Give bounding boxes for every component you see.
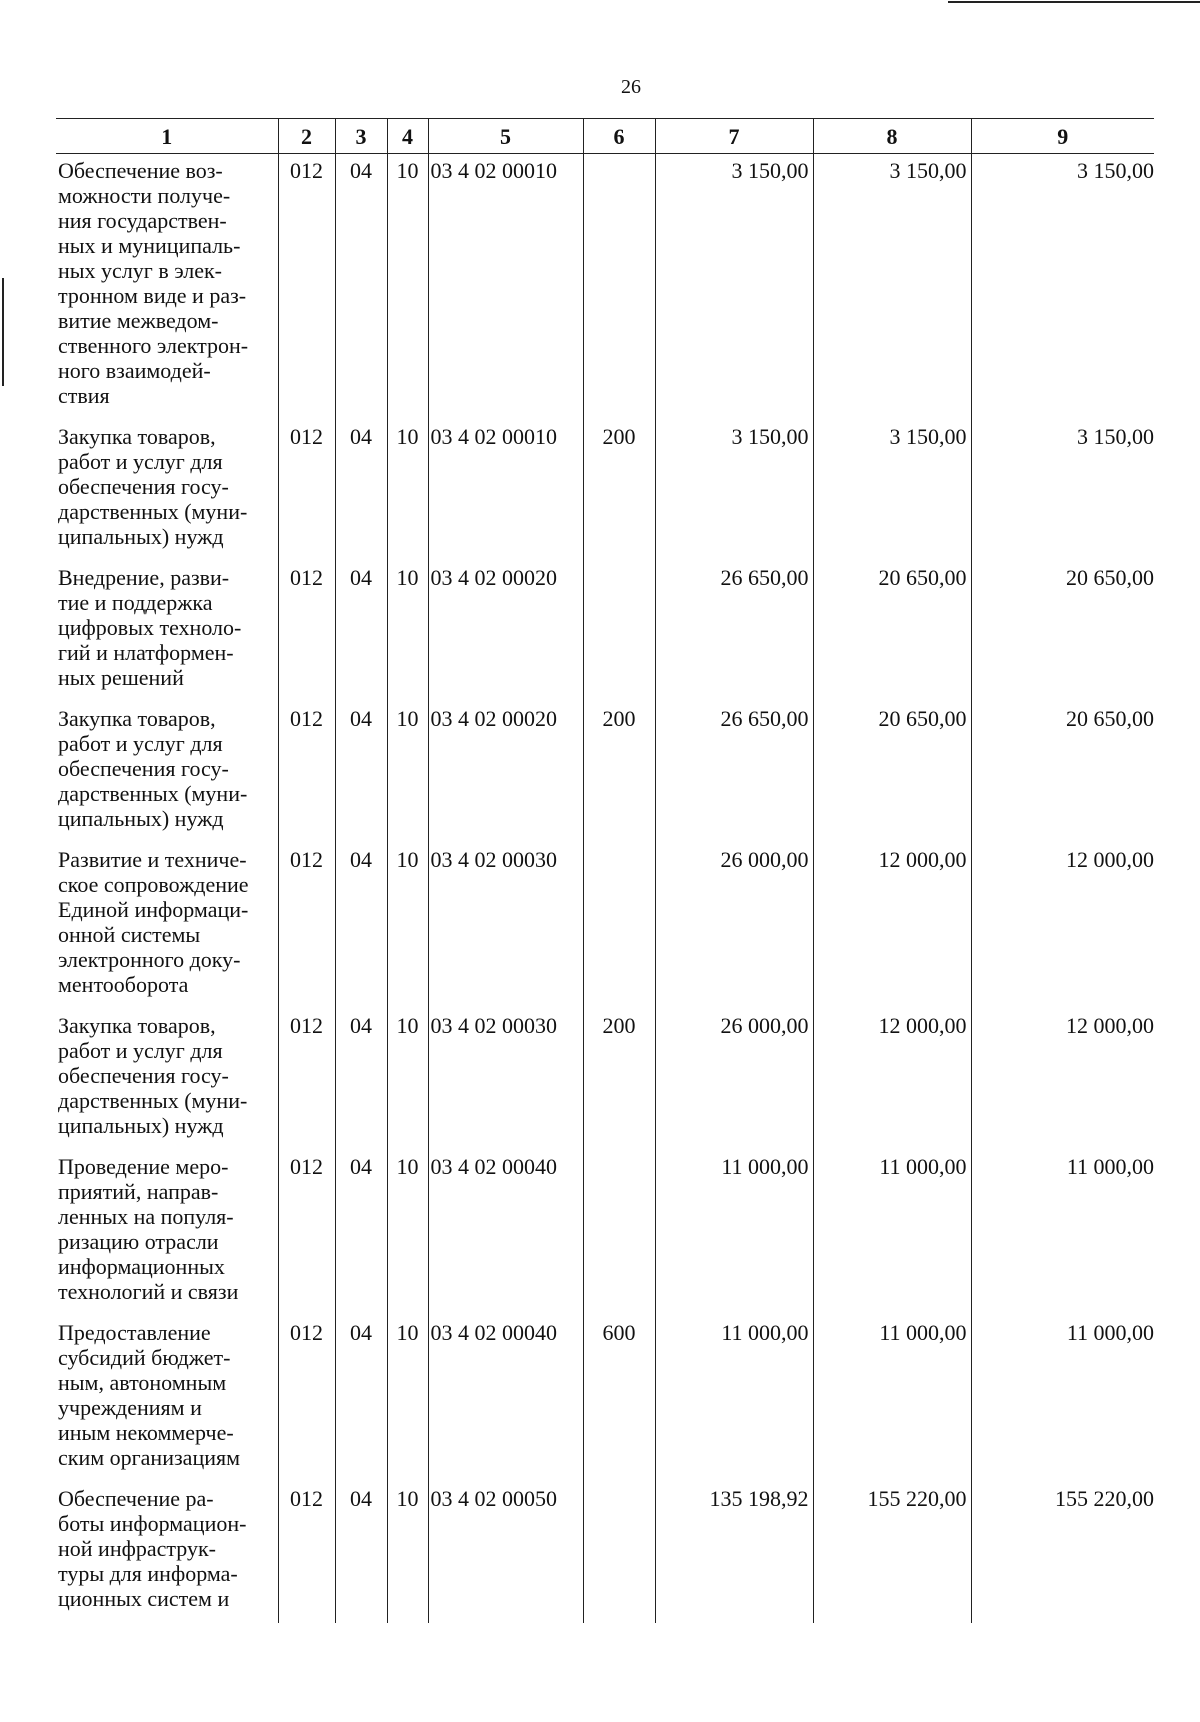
row-description: Закупка товаров, работ и услуг для обеспечения госу- дарственных (муни- ципальных) нужд: [58, 424, 248, 549]
header-col-7: 7: [655, 119, 813, 154]
row-description: Обеспечение воз- можности получе- ния государствен- ных и муниципаль- ных услуг в элек- тронном виде и раз- витие межведом- ственного электрон- ного взаимодей- ствия: [58, 158, 249, 408]
table-row: [56, 843, 1154, 1009]
cell-col-9: 3 150,00: [971, 420, 1154, 561]
page-number: 26: [621, 76, 641, 98]
cell-col-7: 11 000,00: [655, 1316, 813, 1482]
cell-col-2: 012: [278, 702, 335, 843]
budget-table: [56, 118, 1154, 1623]
cell-col-6: [583, 561, 655, 702]
cell-col-7: 26 000,00: [655, 843, 813, 1009]
cell-col-7: 26 650,00: [655, 702, 813, 843]
cell-col-8: 11 000,00: [813, 1150, 971, 1316]
cell-col-6: 200: [583, 420, 655, 561]
cell-col-9: 11 000,00: [971, 1316, 1154, 1482]
top-edge-rule: [948, 1, 1200, 3]
cell-col-3: 04: [335, 154, 387, 421]
cell-col-4: 10: [387, 1482, 428, 1623]
table-header: [56, 119, 1154, 154]
cell-col-3: 04: [335, 561, 387, 702]
cell-col-7: 3 150,00: [655, 420, 813, 561]
cell-col-8: 20 650,00: [813, 702, 971, 843]
header-row: [56, 119, 1154, 154]
row-description: Закупка товаров, работ и услуг для обеспечения госу- дарственных (муни- ципальных) нужд: [58, 706, 248, 831]
cell-col-4: 10: [387, 1316, 428, 1482]
header-col-8: 8: [813, 119, 971, 154]
cell-col-9: 12 000,00: [971, 1009, 1154, 1150]
cell-col-8: 3 150,00: [813, 154, 971, 421]
cell-col-9: 20 650,00: [971, 702, 1154, 843]
table-body: [56, 154, 1154, 1624]
cell-col-7: 26 000,00: [655, 1009, 813, 1150]
cell-col-9: 20 650,00: [971, 561, 1154, 702]
cell-col-3: 04: [335, 1009, 387, 1150]
cell-col-6: 200: [583, 1009, 655, 1150]
row-description: Предоставление субсидий бюджет- ным, автономным учреждениям и иным некоммерче- ским организациям: [58, 1320, 241, 1470]
row-description: Внедрение, разви- тие и поддержка цифровых техноло- гий и нлатформен- ных решений: [58, 565, 242, 690]
row-description: Обеспечение ра- боты информацион- ной инфраструк- туры для информа- ционных систем и: [58, 1486, 247, 1611]
cell-col-5: 03 4 02 00010: [428, 420, 583, 561]
row-description: Проведение меро- приятий, направ- ленных на популя- ризацию отрасли информационных технологий и связи: [58, 1154, 239, 1304]
cell-col-2: 012: [278, 154, 335, 421]
header-col-2: 2: [278, 119, 335, 154]
cell-col-4: 10: [387, 154, 428, 421]
cell-col-4: 10: [387, 702, 428, 843]
cell-col-6: [583, 154, 655, 421]
cell-col-4: 10: [387, 561, 428, 702]
cell-col-2: 012: [278, 561, 335, 702]
cell-col-8: 155 220,00: [813, 1482, 971, 1623]
header-col-9: 9: [971, 119, 1154, 154]
cell-col-6: [583, 1150, 655, 1316]
cell-col-5: 03 4 02 00050: [428, 1482, 583, 1623]
cell-col-6: [583, 1482, 655, 1623]
header-col-3: 3: [335, 119, 387, 154]
cell-col-3: 04: [335, 1482, 387, 1623]
cell-col-3: 04: [335, 1316, 387, 1482]
cell-col-7: 26 650,00: [655, 561, 813, 702]
cell-col-5: 03 4 02 00030: [428, 843, 583, 1009]
cell-col-3: 04: [335, 1150, 387, 1316]
header-col-1: 1: [56, 119, 278, 154]
row-description: Развитие и техниче- ское сопровождение Единой информаци- онной системы электронного доку- ментооборота: [58, 847, 249, 997]
cell-col-4: 10: [387, 1150, 428, 1316]
cell-col-9: 12 000,00: [971, 843, 1154, 1009]
cell-col-9: 155 220,00: [971, 1482, 1154, 1623]
cell-col-2: 012: [278, 420, 335, 561]
cell-col-3: 04: [335, 702, 387, 843]
cell-col-7: 135 198,92: [655, 1482, 813, 1623]
cell-col-9: 11 000,00: [971, 1150, 1154, 1316]
table-row: [56, 1482, 1154, 1623]
table-row: [56, 1150, 1154, 1316]
table-row: [56, 420, 1154, 561]
table-row: [56, 154, 1154, 421]
cell-col-5: 03 4 02 00020: [428, 561, 583, 702]
cell-col-5: 03 4 02 00040: [428, 1316, 583, 1482]
header-col-6: 6: [583, 119, 655, 154]
table-row: [56, 561, 1154, 702]
row-description: Закупка товаров, работ и услуг для обеспечения госу- дарственных (муни- ципальных) нужд: [58, 1013, 248, 1138]
cell-col-8: 12 000,00: [813, 843, 971, 1009]
table-row: [56, 1009, 1154, 1150]
cell-col-5: 03 4 02 00030: [428, 1009, 583, 1150]
header-col-4: 4: [387, 119, 428, 154]
cell-col-6: 200: [583, 702, 655, 843]
cell-col-2: 012: [278, 843, 335, 1009]
cell-col-5: 03 4 02 00040: [428, 1150, 583, 1316]
cell-col-8: 11 000,00: [813, 1316, 971, 1482]
header-col-5: 5: [428, 119, 583, 154]
cell-col-4: 10: [387, 420, 428, 561]
cell-col-4: 10: [387, 843, 428, 1009]
cell-col-4: 10: [387, 1009, 428, 1150]
cell-col-9: 3 150,00: [971, 154, 1154, 421]
cell-col-8: 12 000,00: [813, 1009, 971, 1150]
cell-col-5: 03 4 02 00020: [428, 702, 583, 843]
cell-col-2: 012: [278, 1150, 335, 1316]
cell-col-3: 04: [335, 420, 387, 561]
cell-col-2: 012: [278, 1009, 335, 1150]
cell-col-2: 012: [278, 1316, 335, 1482]
table-row: [56, 1316, 1154, 1482]
cell-col-7: 11 000,00: [655, 1150, 813, 1316]
cell-col-6: 600: [583, 1316, 655, 1482]
table-row: [56, 702, 1154, 843]
cell-col-7: 3 150,00: [655, 154, 813, 421]
cell-col-2: 012: [278, 1482, 335, 1623]
cell-col-8: 3 150,00: [813, 420, 971, 561]
cell-col-3: 04: [335, 843, 387, 1009]
cell-col-8: 20 650,00: [813, 561, 971, 702]
scan-margin-mark: [2, 278, 4, 386]
cell-col-6: [583, 843, 655, 1009]
cell-col-5: 03 4 02 00010: [428, 154, 583, 421]
